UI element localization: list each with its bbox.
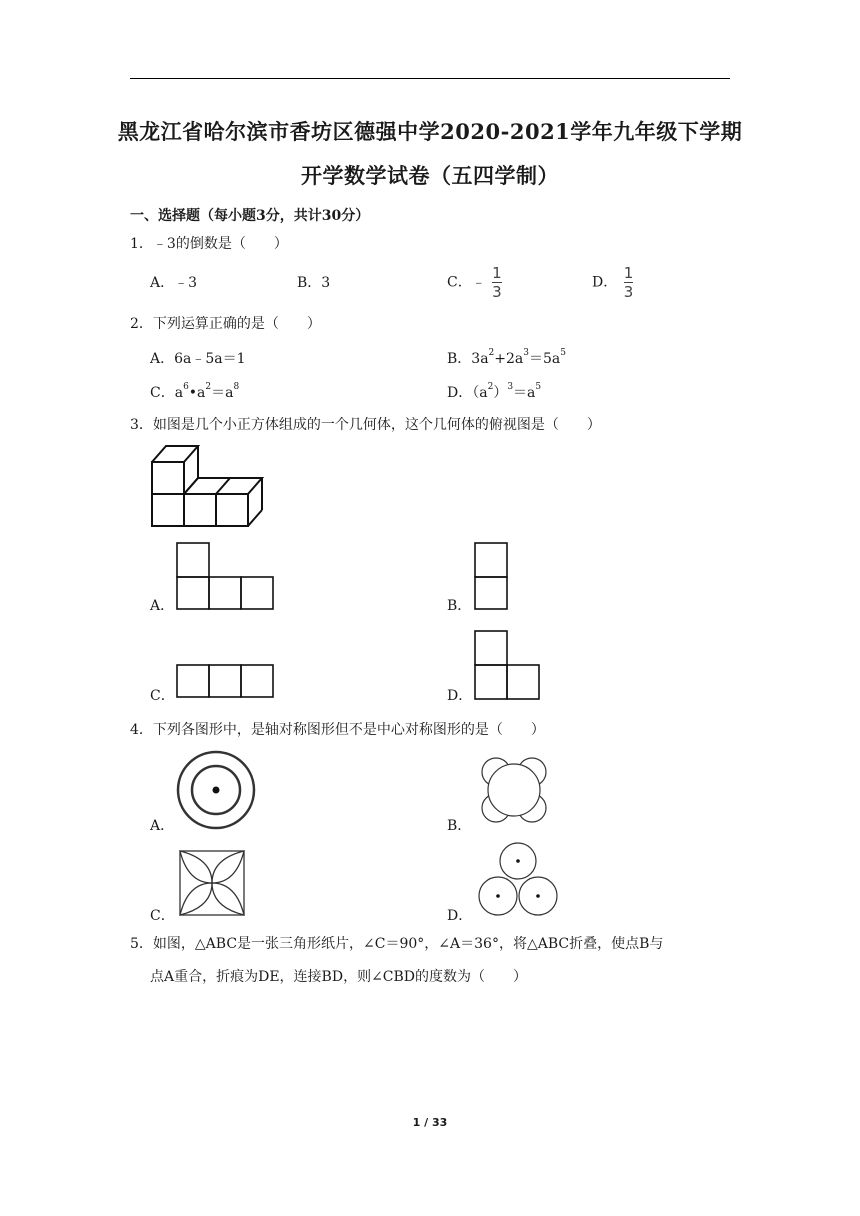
fraction-numerator: 1: [492, 264, 502, 282]
cube-top: [184, 478, 230, 494]
q3-option-c: C．: [150, 688, 175, 704]
q2-option-a: A．6a﹣5a＝1: [150, 351, 246, 367]
page-title: 黑龙江省哈尔滨市香坊区德强中学2020-2021学年九年级下学期: [117, 119, 743, 144]
q1-option-b: B．3: [297, 275, 331, 291]
exponent: 5: [560, 348, 566, 358]
q1-option-c-fraction: [492, 265, 502, 300]
exponent: 8: [233, 382, 240, 392]
fraction-denominator: 3: [623, 283, 634, 301]
expr-part: •a: [188, 385, 206, 401]
page-subtitle: 开学数学试卷（五四学制）: [301, 163, 559, 188]
header-rule: [130, 78, 730, 79]
q4-option-c-figure: [178, 849, 246, 919]
exponent: 6: [183, 382, 189, 392]
q3-option-a-figure: [176, 542, 276, 612]
cube-top: [230, 478, 262, 494]
exponent: 5: [535, 382, 542, 392]
q4-stem: 4．下列各图形中，是轴对称图形但不是中心对称图形的是（ ）: [130, 722, 545, 738]
cube-face: [216, 494, 248, 526]
q3-option-a: A．: [150, 598, 175, 614]
q4-option-d-figure: [474, 842, 564, 922]
q5-line2: 点A重合，折痕为DE，连接BD，则∠CBD的度数为（ ）: [150, 969, 528, 985]
expr-part: B．3a: [447, 351, 489, 367]
q4-option-b: B．: [447, 818, 472, 834]
expr-part: +2a: [494, 351, 524, 367]
cube-face: [152, 494, 184, 526]
q2-option-b: [447, 348, 566, 367]
q3-option-c-figure: [176, 664, 276, 700]
q4-option-a: A．: [150, 818, 175, 834]
cube-face: [152, 462, 184, 494]
expr-part: ＝a: [513, 385, 536, 401]
exponent: 2: [487, 382, 494, 392]
q4-option-c: C．: [150, 908, 175, 924]
q3-option-b: B．: [447, 598, 472, 614]
q2-option-c: [150, 382, 240, 401]
fraction-numerator: 1: [623, 264, 634, 282]
expr-part: ＝5a: [529, 351, 561, 367]
q5-line1: 5．如图，△ABC是一张三角形纸片，∠C＝90°，∠A＝36°，将△ABC折叠，使点B与: [130, 936, 664, 952]
q1-option-d-prefix: D．: [592, 274, 618, 291]
q1-stem: 1．﹣3的倒数是（ ）: [130, 236, 288, 252]
expr-part: ＝a: [211, 385, 234, 401]
exponent: 3: [523, 348, 529, 358]
expr-part: C．a: [150, 385, 184, 401]
q4-option-a-figure: [176, 750, 256, 830]
exponent: 2: [205, 382, 212, 392]
q2-stem: 2．下列运算正确的是（ ）: [130, 316, 321, 332]
q1-option-a: A．﹣3: [150, 275, 198, 291]
exponent: 3: [507, 382, 514, 392]
expr-part: ）: [493, 385, 508, 401]
section-heading: 一、选择题（每小题3分，共计30分）: [130, 208, 370, 224]
q1-option-c-prefix: C．﹣: [447, 274, 486, 291]
q4-option-b-figure: [474, 756, 554, 826]
q3-option-b-figure: [474, 542, 510, 612]
cube-side: [248, 510, 262, 526]
q4-option-d: D．: [447, 908, 473, 924]
cube-face: [184, 494, 216, 526]
q3-option-d: D．: [447, 688, 473, 704]
q3-stem: 3．如图是几个小正方体组成的一个几何体，这个几何体的俯视图是（ ）: [130, 417, 601, 433]
page-number: 1 / 33: [412, 1116, 448, 1129]
cube-top: [152, 446, 198, 462]
q3-solid-figure: [148, 442, 268, 532]
q2-option-d: [447, 382, 542, 401]
q3-option-d-figure: [474, 630, 544, 702]
q1-option-d-fraction: [624, 265, 634, 300]
expr-part: D．（a: [447, 385, 488, 401]
exponent: 2: [488, 348, 495, 358]
q1-option-c: [447, 265, 502, 300]
q1-option-d: [592, 265, 633, 300]
fraction-denominator: 3: [492, 283, 502, 301]
